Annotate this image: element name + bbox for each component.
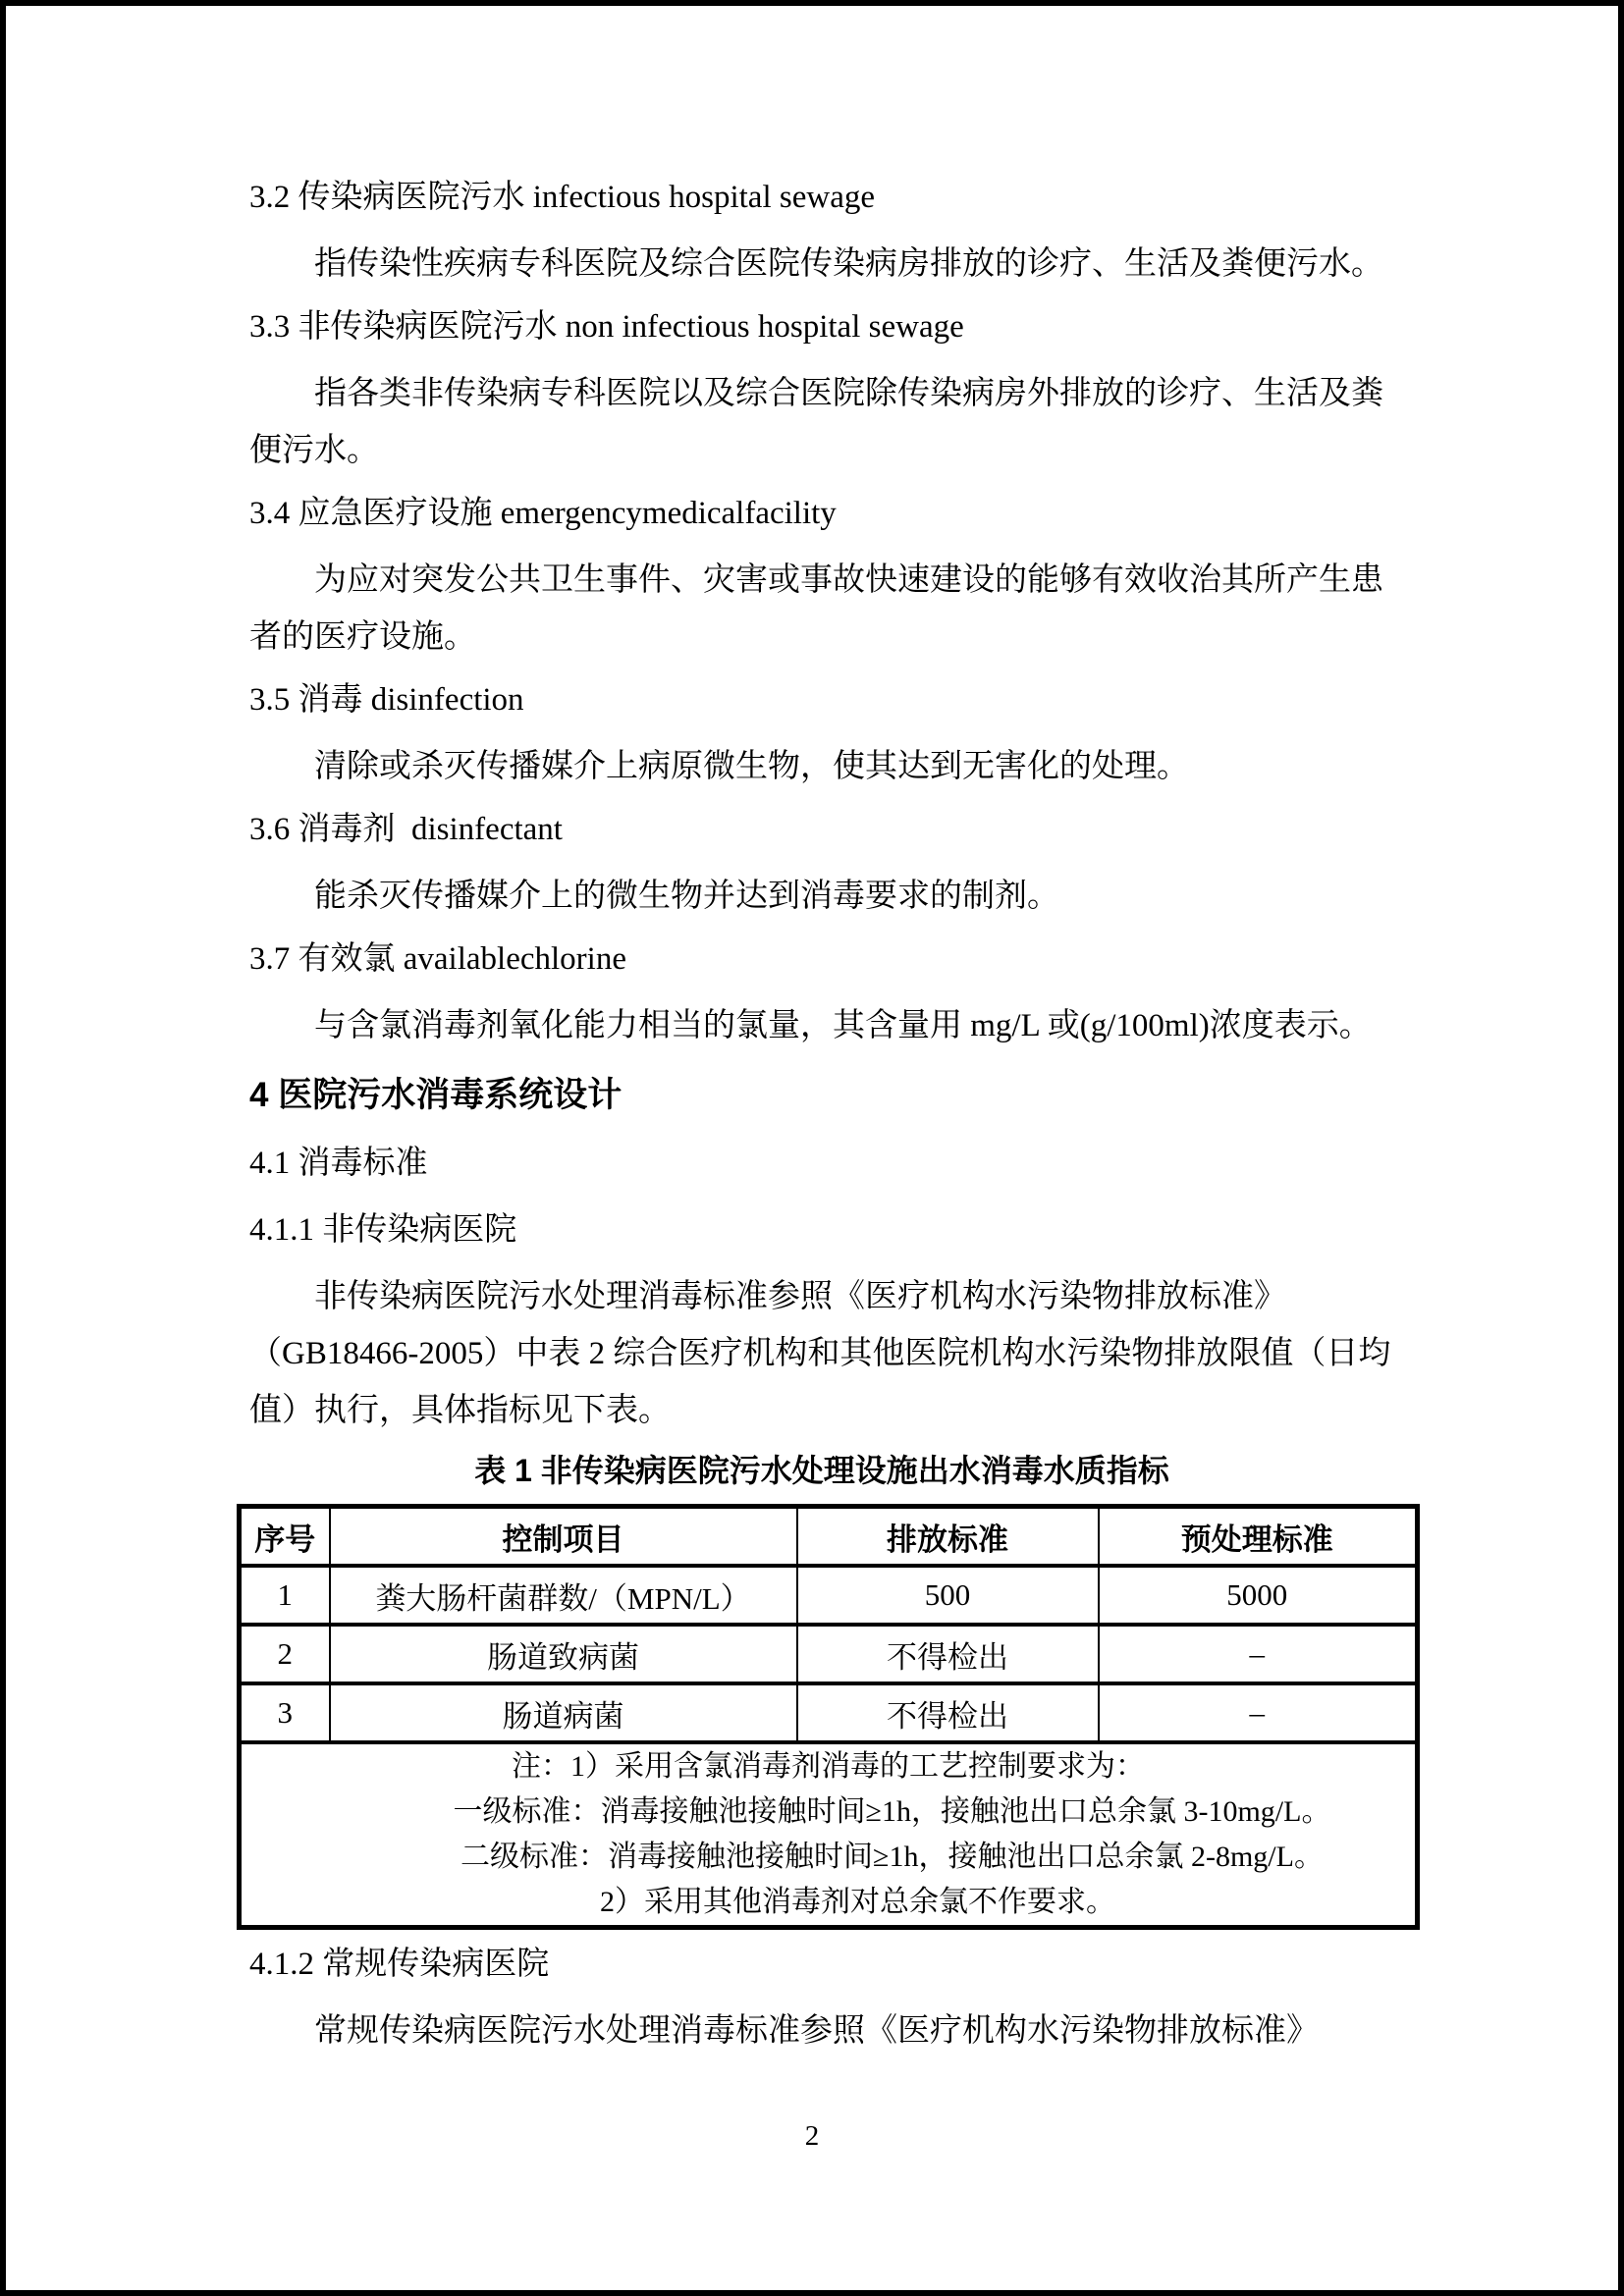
column-header-index: 序号 [240,1507,330,1567]
note-line-3: 二级标准：消毒接触池接触时间≥1h，接触池出口总余氯 2-8mg/L。 [460,1841,1324,1873]
page-number: 2 [804,2120,820,2152]
note-line-4: 2）采用其他消毒剂对总余氯不作要求。 [600,1886,1115,1918]
definition-line: 便污水。 [249,433,379,468]
definition-line: 能杀灭传播媒介上的微生物并达到消毒要求的制剂。 [314,879,1059,914]
table-row [240,1566,1418,1625]
cell-control-item: 肠道病菌 [330,1683,797,1742]
cell-control-item: 肠道致病菌 [330,1625,797,1683]
cell-control-item: 粪大肠杆菌群数/（MPN/L） [330,1566,797,1625]
paragraph-line: 值）执行，具体指标见下表。 [249,1393,671,1428]
paragraph-line: 非传染病医院污水处理消毒标准参照《医疗机构水污染物排放标准》 [314,1279,1286,1314]
cell-index: 3 [240,1683,330,1742]
cell-pretreatment-standard: 5000 [1099,1566,1418,1625]
clause-3-4-title: 3.4 应急医疗设施 emergencymedicalfacility [249,496,837,531]
page-content [249,163,1394,2065]
definition-line: 为应对突发公共卫生事件、灾害或事故快速建设的能够有效收治其所产生患 [314,562,1383,598]
section-4-1-1-heading: 4.1.1 非传染病医院 [249,1212,517,1248]
table-1-header-row [240,1507,1418,1567]
clause-3-6-title: 3.6 消毒剂 disinfectant [249,812,563,847]
clause-3-5-definition [249,738,1394,795]
cell-discharge-standard: 不得检出 [797,1625,1099,1683]
clause-3-6-definition [249,868,1394,925]
cell-index: 2 [240,1625,330,1683]
definition-line: 清除或杀灭传播媒介上病原微生物，使其达到无害化的处理。 [314,749,1189,784]
note-line-2: 一级标准：消毒接触池接触时间≥1h，接触池出口总余氯 3-10mg/L。 [453,1795,1331,1828]
section-4-1-2-paragraph [249,2002,1394,2059]
clause-3-2-title: 3.2 传染病医院污水 infectious hospital sewage [249,180,875,215]
clause-3-3-definition [249,365,1394,479]
cell-discharge-standard: 不得检出 [797,1683,1099,1742]
paragraph-line: （GB18466-2005）中表 2 综合医疗机构和其他医院机构水污染物排放限值（日均 [249,1336,1391,1371]
clause-3-7-definition [249,997,1394,1054]
cell-discharge-standard: 500 [797,1566,1099,1625]
column-header-discharge-standard: 排放标准 [797,1507,1099,1567]
clause-3-2-definition [249,236,1394,293]
note-line-1: 注：1）采用含氯消毒剂消毒的工艺控制要求为： [512,1750,1145,1783]
section-4-1-1-paragraph [249,1268,1394,1439]
table-1 [237,1504,1420,1930]
table-1-note-cell [240,1742,1418,1928]
table-row [240,1683,1418,1742]
section-4-1-heading: 4.1 消毒标准 [249,1146,428,1181]
definition-line: 指各类非传染病专科医院以及综合医院除传染病房外排放的诊疗、生活及粪 [314,376,1383,411]
clause-3-3-title: 3.3 非传染病医院污水 non infectious hospital sewage [249,309,964,345]
definition-line: 指传染性疾病专科医院及综合医院传染病房排放的诊疗、生活及粪便污水。 [314,246,1383,282]
table-1-note-row [240,1742,1418,1928]
section-4-1-2-heading: 4.1.2 常规传染病医院 [249,1947,550,1982]
cell-pretreatment-standard: – [1099,1625,1418,1683]
chapter-4-heading: 4 医院污水消毒系统设计 [249,1076,623,1114]
table-1-caption: 表 1 非传染病医院污水处理设施出水消毒水质指标 [474,1453,1169,1488]
clause-3-4-definition [249,552,1394,666]
cell-index: 1 [240,1566,330,1625]
column-header-pretreatment-standard: 预处理标准 [1099,1507,1418,1567]
definition-line: 者的医疗设施。 [249,619,476,655]
clause-3-5-title: 3.5 消毒 disinfection [249,682,524,718]
paragraph-line: 常规传染病医院污水处理消毒标准参照《医疗机构水污染物排放标准》 [314,2013,1319,2049]
column-header-control-item: 控制项目 [330,1507,797,1567]
definition-line: 与含氯消毒剂氧化能力相当的氯量，其含量用 mg/L 或(g/100ml)浓度表示。 [314,1008,1372,1043]
table-row [240,1625,1418,1683]
cell-pretreatment-standard: – [1099,1683,1418,1742]
clause-3-7-title: 3.7 有效氯 availablechlorine [249,941,626,977]
